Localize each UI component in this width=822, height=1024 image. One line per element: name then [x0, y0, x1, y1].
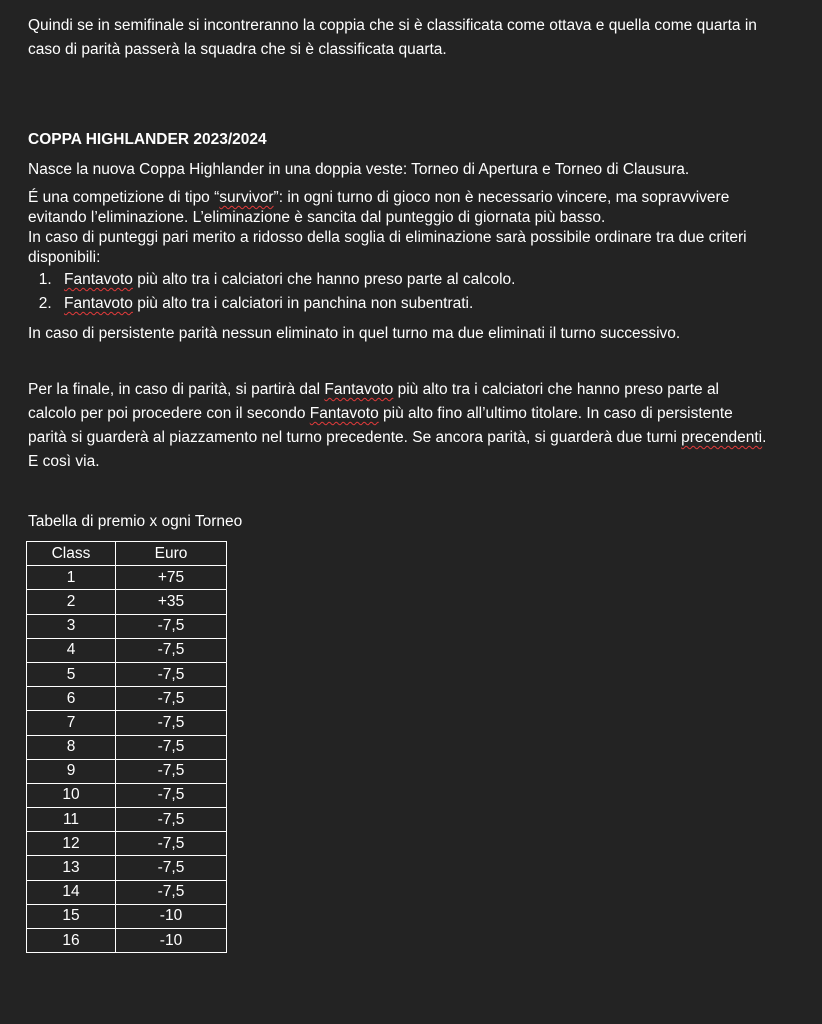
table-row — [27, 783, 227, 807]
table-row — [27, 566, 227, 590]
class-cell: 12 — [27, 832, 116, 856]
spellcheck-word[interactable]: Fantavoto — [64, 295, 133, 312]
table-row — [27, 904, 227, 928]
class-cell: 4 — [27, 638, 116, 662]
tie-line-2: disponibili: — [28, 249, 101, 266]
list-item — [56, 268, 798, 292]
criteria-list — [28, 268, 798, 316]
spellcheck-word[interactable]: precendenti — [681, 429, 763, 446]
intro-line-2: caso di parità passerà la squadra che si è classificata quarta. — [28, 41, 447, 58]
spellcheck-word[interactable]: Fantavoto — [64, 271, 133, 288]
class-cell: 3 — [27, 614, 116, 638]
table-row — [27, 856, 227, 880]
section-intro-paragraph: Nasce la nuova Coppa Highlander in una doppia veste: Torneo di Apertura e Torneo di Clausura. — [28, 161, 690, 178]
euro-cell: -7,5 — [116, 759, 227, 783]
class-cell: 7 — [27, 711, 116, 735]
survivor-paragraph — [28, 188, 798, 268]
final-paragraph — [28, 378, 798, 474]
class-cell: 8 — [27, 735, 116, 759]
prize-table — [26, 541, 227, 953]
spellcheck-word[interactable]: Fantavoto — [324, 381, 394, 398]
intro-line-1: Quindi se in semifinale si incontreranno la coppia che si è classificata come ottava e quella come quarta in — [28, 17, 757, 34]
table-row — [27, 662, 227, 686]
class-cell: 16 — [27, 929, 116, 953]
euro-cell: -7,5 — [116, 711, 227, 735]
final-text: più alto fino all’ultimo titolare. In caso di persistente — [378, 405, 733, 422]
final-text: parità si guarderà al piazzamento nel turno precedente. Se ancora parità, si guarderà due turni — [28, 429, 682, 446]
tie-line-1: In caso di punteggi pari merito a ridosso della soglia di eliminazione sarà possibile ordinare tra due criteri — [28, 229, 747, 246]
table-row — [27, 711, 227, 735]
euro-cell: -10 — [116, 929, 227, 953]
column-header-euro: Euro — [116, 542, 227, 566]
spellcheck-word[interactable]: survivor — [219, 189, 274, 206]
table-row — [27, 929, 227, 953]
class-cell: 11 — [27, 808, 116, 832]
table-row — [27, 880, 227, 904]
table-caption: Tabella di premio x ogni Torneo — [28, 513, 243, 530]
list-item — [56, 292, 798, 316]
final-line-3 — [28, 426, 798, 450]
euro-cell: -7,5 — [116, 687, 227, 711]
euro-cell: -7,5 — [116, 808, 227, 832]
euro-cell: -7,5 — [116, 614, 227, 638]
table-row — [27, 832, 227, 856]
euro-cell: -7,5 — [116, 832, 227, 856]
euro-cell: -7,5 — [116, 880, 227, 904]
table-row — [27, 638, 227, 662]
intro-paragraph — [28, 14, 798, 62]
class-cell: 15 — [27, 904, 116, 928]
table-row — [27, 808, 227, 832]
table-row — [27, 687, 227, 711]
persistent-tie-paragraph: In caso di persistente parità nessun eliminato in quel turno ma due eliminati il turno successivo. — [28, 325, 681, 342]
class-cell: 13 — [27, 856, 116, 880]
final-text: calcolo per poi procedere con il secondo — [28, 405, 310, 422]
euro-cell: -7,5 — [116, 662, 227, 686]
table-row — [27, 759, 227, 783]
survivor-line-2: evitando l’eliminazione. L’eliminazione è sancita dal punteggio di giornata più basso. — [28, 209, 606, 226]
class-cell: 9 — [27, 759, 116, 783]
final-text: Per la finale, in caso di parità, si partirà dal — [28, 381, 325, 398]
class-cell: 1 — [27, 566, 116, 590]
table-row — [27, 614, 227, 638]
class-cell: 2 — [27, 590, 116, 614]
survivor-text-b: ”: in ogni turno di gioco non è necessario vincere, ma sopravvivere — [273, 189, 730, 206]
document-body — [28, 14, 798, 534]
final-text: più alto tra i calciatori che hanno preso parte al — [393, 381, 720, 398]
survivor-text-a: É una competizione di tipo “ — [28, 189, 220, 206]
euro-cell: +75 — [116, 566, 227, 590]
column-header-class: Class — [27, 542, 116, 566]
class-cell: 5 — [27, 662, 116, 686]
spellcheck-word[interactable]: Fantavoto — [309, 405, 379, 422]
euro-cell: +35 — [116, 590, 227, 614]
criteria-text: più alto tra i calciatori in panchina non subentrati. — [132, 295, 474, 312]
euro-cell: -7,5 — [116, 856, 227, 880]
euro-cell: -7,5 — [116, 783, 227, 807]
class-cell: 14 — [27, 880, 116, 904]
euro-cell: -7,5 — [116, 638, 227, 662]
final-line-1 — [28, 378, 798, 402]
euro-cell: -10 — [116, 904, 227, 928]
table-header-row — [27, 542, 227, 566]
euro-cell: -7,5 — [116, 735, 227, 759]
table-row — [27, 590, 227, 614]
final-text: . — [762, 429, 767, 446]
section-heading: COPPA HIGHLANDER 2023/2024 — [28, 131, 267, 148]
class-cell: 10 — [27, 783, 116, 807]
class-cell: 6 — [27, 687, 116, 711]
final-line-2 — [28, 402, 798, 426]
final-line-4: E così via. — [28, 453, 100, 470]
table-row — [27, 735, 227, 759]
criteria-text: più alto tra i calciatori che hanno preso parte al calcolo. — [132, 271, 516, 288]
